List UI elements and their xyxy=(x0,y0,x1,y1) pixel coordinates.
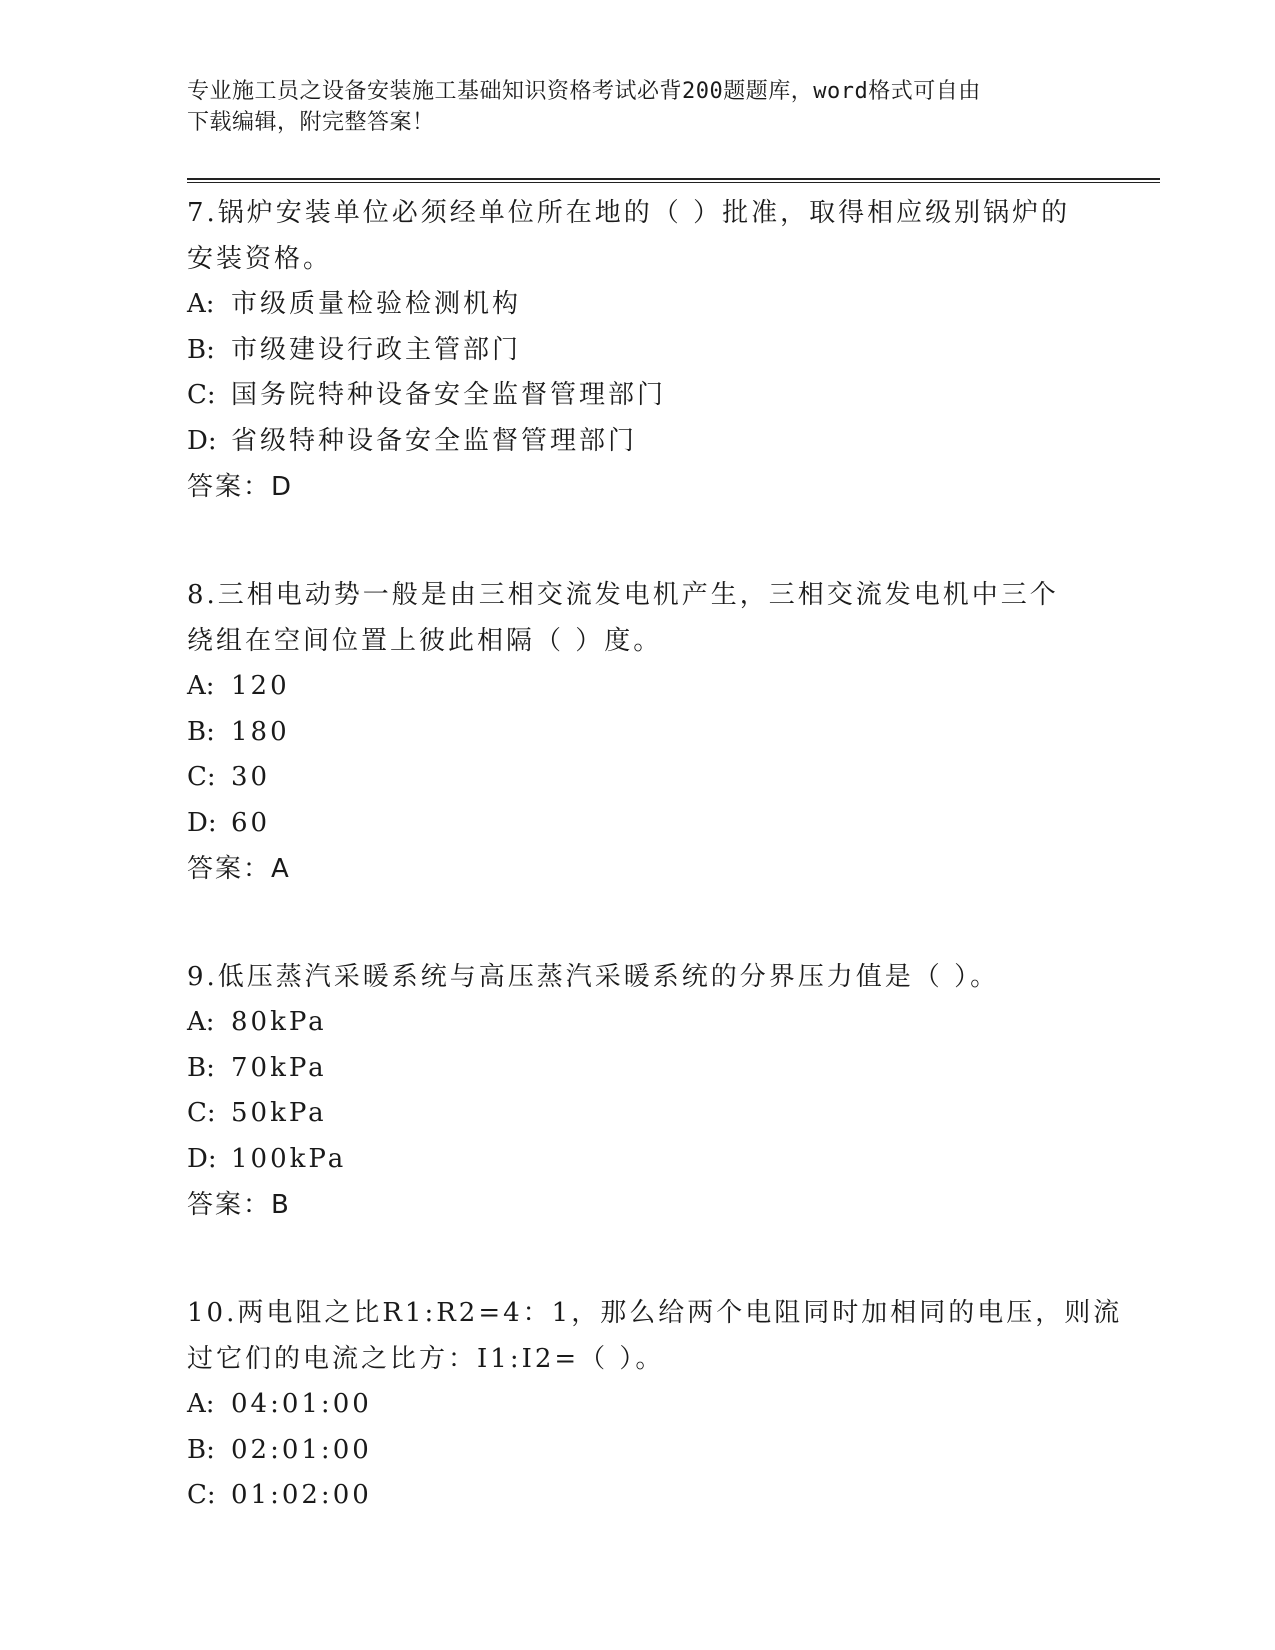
option-key: B: xyxy=(187,334,215,365)
header-divider-thin xyxy=(187,182,1160,183)
answer-option xyxy=(187,1137,1087,1183)
option-text: 30 xyxy=(231,762,271,792)
option-text: 市级质量检验检测机构 xyxy=(231,289,522,319)
question-block xyxy=(187,1290,1123,1519)
option-key: A: xyxy=(187,671,215,701)
option-key: C: xyxy=(187,762,216,792)
answer-option xyxy=(187,664,1087,710)
option-key: C: xyxy=(187,1480,216,1510)
option-text: 01:02:00 xyxy=(231,1480,372,1510)
question-stem xyxy=(187,1290,1123,1382)
answer-option xyxy=(187,801,1087,847)
question-stem-line: 8.三相电动势一般是由三相交流发电机产生，三相交流发电机中三个 xyxy=(187,580,1059,610)
header-line: 专业施工员之设备安装施工基础知识资格考试必背200题题库，word格式可自由 xyxy=(187,79,981,104)
option-text: 市级建设行政主管部门 xyxy=(231,334,522,365)
question-stem xyxy=(187,954,1087,1000)
option-text: 100kPa xyxy=(231,1143,347,1174)
answer-option xyxy=(187,755,1087,801)
option-text: 60 xyxy=(231,807,271,838)
option-text: 50kPa xyxy=(231,1098,327,1128)
document-header xyxy=(187,76,1087,138)
question-stem-line: 10.两电阻之比R1:R2=4：1，那么给两个电阻同时加相同的电压，则流 xyxy=(187,1298,1123,1328)
question-list xyxy=(187,190,1123,1519)
answer-option xyxy=(187,282,1087,328)
option-text: 70kPa xyxy=(231,1052,327,1083)
option-key: A: xyxy=(187,289,215,319)
option-text: 国务院特种设备安全监督管理部门 xyxy=(231,380,667,410)
option-key: D: xyxy=(187,807,217,838)
option-key: B: xyxy=(187,716,215,747)
question-block xyxy=(187,190,1087,510)
question-stem-line: 9.低压蒸汽采暖系统与高压蒸汽采暖系统的分界压力值是（ ）。 xyxy=(187,962,1000,992)
answer-option xyxy=(187,1000,1087,1046)
answer-option xyxy=(187,1046,1087,1092)
question-spacer xyxy=(187,1228,1087,1290)
option-key: D: xyxy=(187,1143,217,1174)
option-key: C: xyxy=(187,1098,216,1128)
answer-option xyxy=(187,1091,1087,1137)
option-text: 省级特种设备安全监督管理部门 xyxy=(231,425,638,456)
question-stem-line: 绕组在空间位置上彼此相隔（ ）度。 xyxy=(187,626,663,656)
question-stem-line: 过它们的电流之比方：I1:I2=（ ）。 xyxy=(187,1344,665,1374)
answer-key: 答案：D xyxy=(187,472,294,502)
answer-option xyxy=(187,328,1087,374)
question-stem-line: 7.锅炉安装单位必须经单位所在地的（ ）批准，取得相应级别锅炉的 xyxy=(187,198,1071,228)
answer-option xyxy=(187,419,1087,465)
option-key: B: xyxy=(187,1434,215,1465)
answer-option xyxy=(187,1382,1087,1428)
answer-option xyxy=(187,710,1087,756)
option-text: 180 xyxy=(231,716,290,747)
question-block xyxy=(187,572,1087,892)
option-text: 120 xyxy=(231,671,290,701)
question-block xyxy=(187,954,1087,1228)
question-spacer xyxy=(187,892,1087,954)
question-stem xyxy=(187,190,1087,282)
option-key: A: xyxy=(187,1007,215,1037)
option-text: 04:01:00 xyxy=(231,1389,372,1419)
answer-key: 答案：B xyxy=(187,1190,291,1220)
option-key: D: xyxy=(187,425,217,456)
option-key: C: xyxy=(187,380,216,410)
question-stem-line: 安装资格。 xyxy=(187,244,333,274)
question-spacer xyxy=(187,510,1087,572)
answer-option xyxy=(187,1428,1087,1474)
answer-option xyxy=(187,373,1087,419)
option-key: A: xyxy=(187,1389,215,1419)
answer-key: 答案：A xyxy=(187,854,291,884)
header-line: 下载编辑，附完整答案！ xyxy=(187,110,435,135)
option-key: B: xyxy=(187,1052,215,1083)
option-text: 02:01:00 xyxy=(231,1434,372,1465)
header-divider xyxy=(187,178,1160,180)
answer-option xyxy=(187,1473,1087,1519)
option-text: 80kPa xyxy=(231,1007,327,1037)
question-stem xyxy=(187,572,1087,664)
